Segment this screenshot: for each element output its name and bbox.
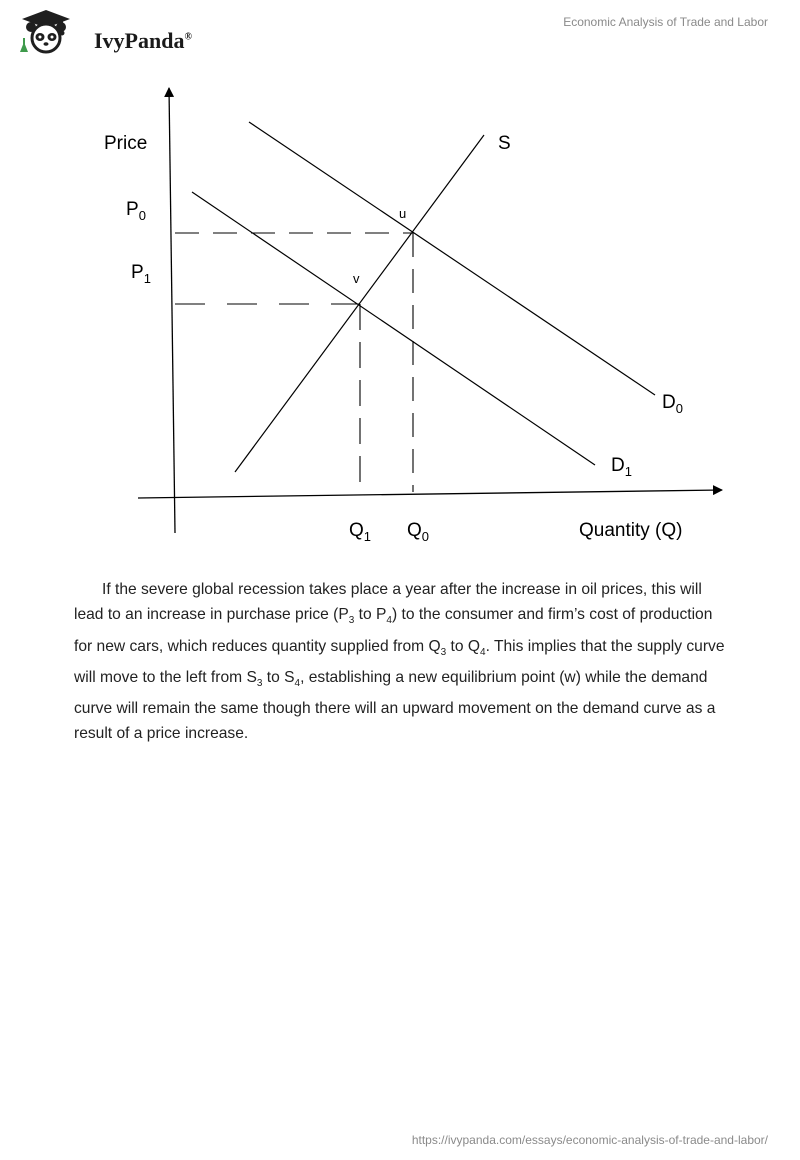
- p0-label: $P_0$: [126, 199, 146, 223]
- point-u-label: u: [399, 206, 407, 221]
- d1-label: $D_1$: [611, 455, 632, 479]
- q1-label: $Q_1$: [349, 520, 372, 544]
- document-title: Economic Analysis of Trade and Labor: [563, 15, 768, 29]
- demand-curve-d0: [249, 122, 655, 395]
- logo-text: IvyPanda®: [94, 28, 192, 53]
- supply-demand-diagram: [0, 70, 800, 560]
- ivypanda-logo[interactable]: [16, 8, 216, 56]
- supply-label: S: [498, 133, 511, 154]
- x-axis: [138, 490, 722, 498]
- header: [0, 0, 800, 60]
- q0-label: $Q_0$: [407, 520, 430, 544]
- y-axis: [169, 88, 175, 533]
- y-axis-label: Price: [104, 133, 148, 154]
- panda-icon: [16, 8, 76, 56]
- x-axis-label: Quantity (Q): [579, 520, 683, 541]
- body-paragraph: If the severe global recession takes place a year after the increase in oil prices, this will lead to an increase in purchase price ($P_3$ to $P_4$) to the consumer and firm’s cost of production for new cars, which reduces quantity supplied from $Q_3$ to $Q_4$. This implies that the supply curve will move to the left from $S_3$ to $S_4$, establishing a new equilibrium point (w) while the demand curve will remain the same though there will an upward movement on the demand curve as a result of a price increase.: [74, 581, 725, 743]
- p1-label: $P_1$: [131, 262, 151, 286]
- source-url[interactable]: https://ivypanda.com/essays/economic-analysis-of-trade-and-labor/: [411, 1133, 768, 1147]
- d0-label: $D_0$: [662, 392, 683, 416]
- point-v-label: v: [353, 271, 360, 286]
